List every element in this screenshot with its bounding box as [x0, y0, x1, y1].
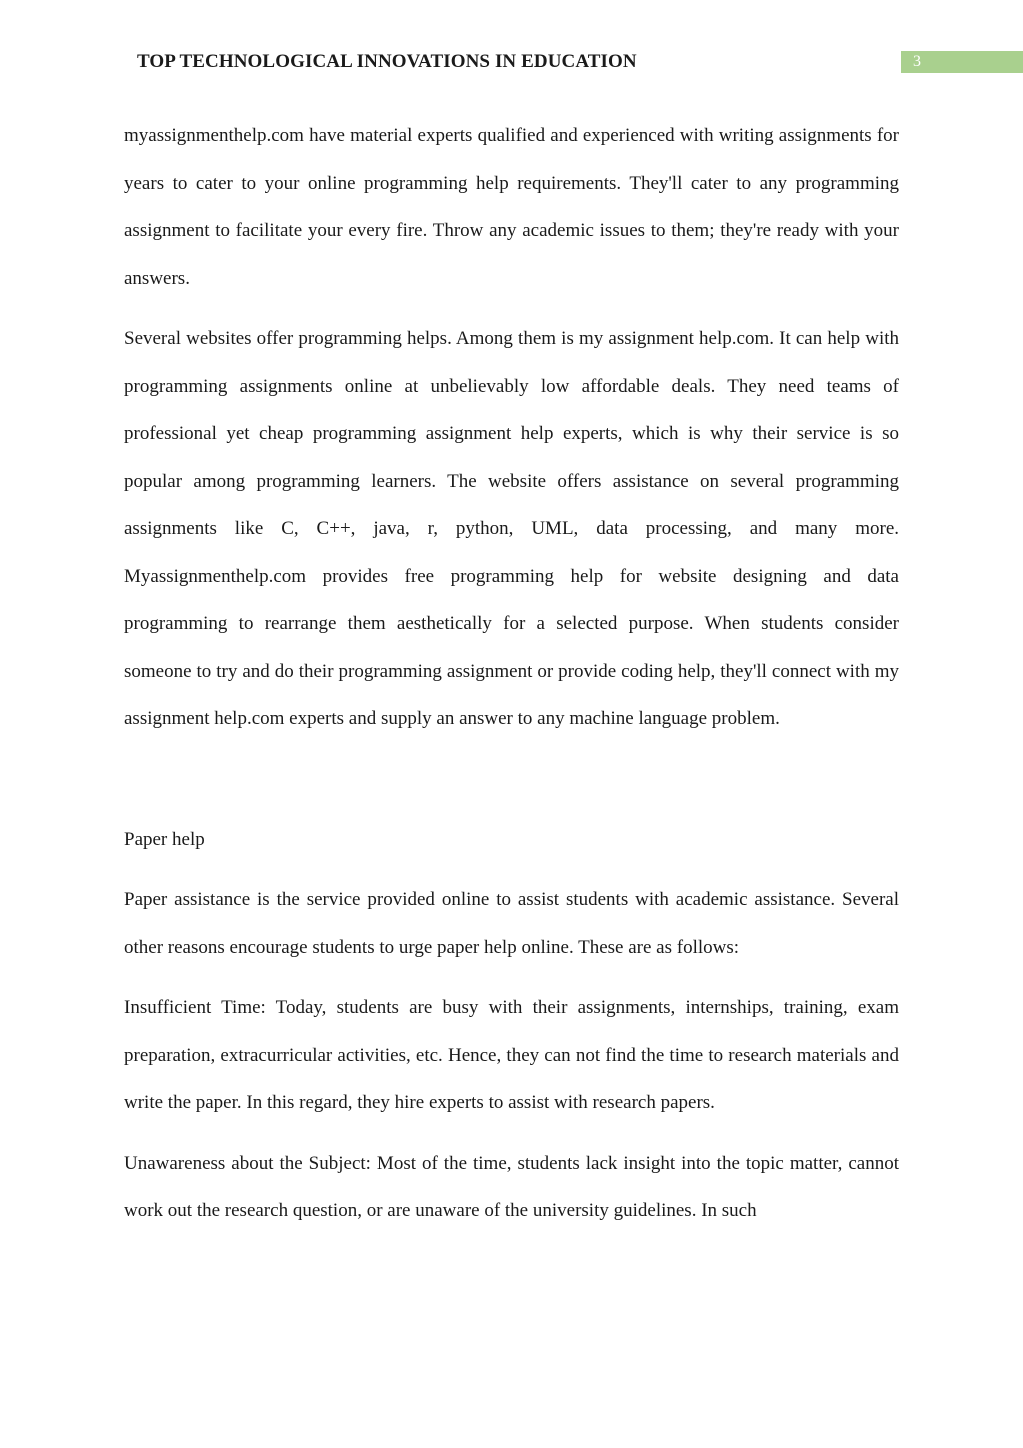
paragraph: Several websites offer programming helps. Among them is my assignment help.com. It can help with programming assignments online at unbelievably low affordable deals. They need teams of professional yet cheap programming assignment help experts, which is why their service is so popular among programming learners. The website offers assistance on several programming assignments like C, C++, java, r, python, UML, data processing, and many more. Myassignmenthelp.com provides free programming help for website designing and data programming to rearrange them aesthetically for a selected purpose. When students consider someone to try and do their programming assignment or provide coding help, they'll connect with my assignment help.com experts and supply an answer to any machine language problem.: [124, 328, 899, 729]
paragraph: Paper assistance is the service provided online to assist students with academic assistance. Several other reasons encourage students to urge paper help online. These are as follows:: [124, 889, 899, 958]
paragraph: Unawareness about the Subject: Most of the time, students lack insight into the topic matter, cannot work out the research question, or are unaware of the university guidelines. In such: [124, 1152, 899, 1221]
document-body: [124, 112, 899, 1248]
section-heading: Paper help: [124, 828, 205, 850]
paragraph: Insufficient Time: Today, students are busy with their assignments, internships, training, exam preparation, extracurricular activities, etc. Hence, they can not find the time to research materials and write the paper. In this regard, they hire experts to assist with research papers.: [124, 997, 899, 1113]
page-number: 3: [913, 53, 921, 70]
running-head: TOP TECHNOLOGICAL INNOVATIONS IN EDUCATION: [137, 51, 637, 72]
page-number-badge: [901, 51, 1023, 73]
paragraph: myassignmenthelp.com have material experts qualified and experienced with writing assignments for years to cater to your online programming help requirements. They'll cater to any programming assignment to facilitate your every fire. Throw any academic issues to them; they're ready with your answers.: [124, 125, 899, 289]
